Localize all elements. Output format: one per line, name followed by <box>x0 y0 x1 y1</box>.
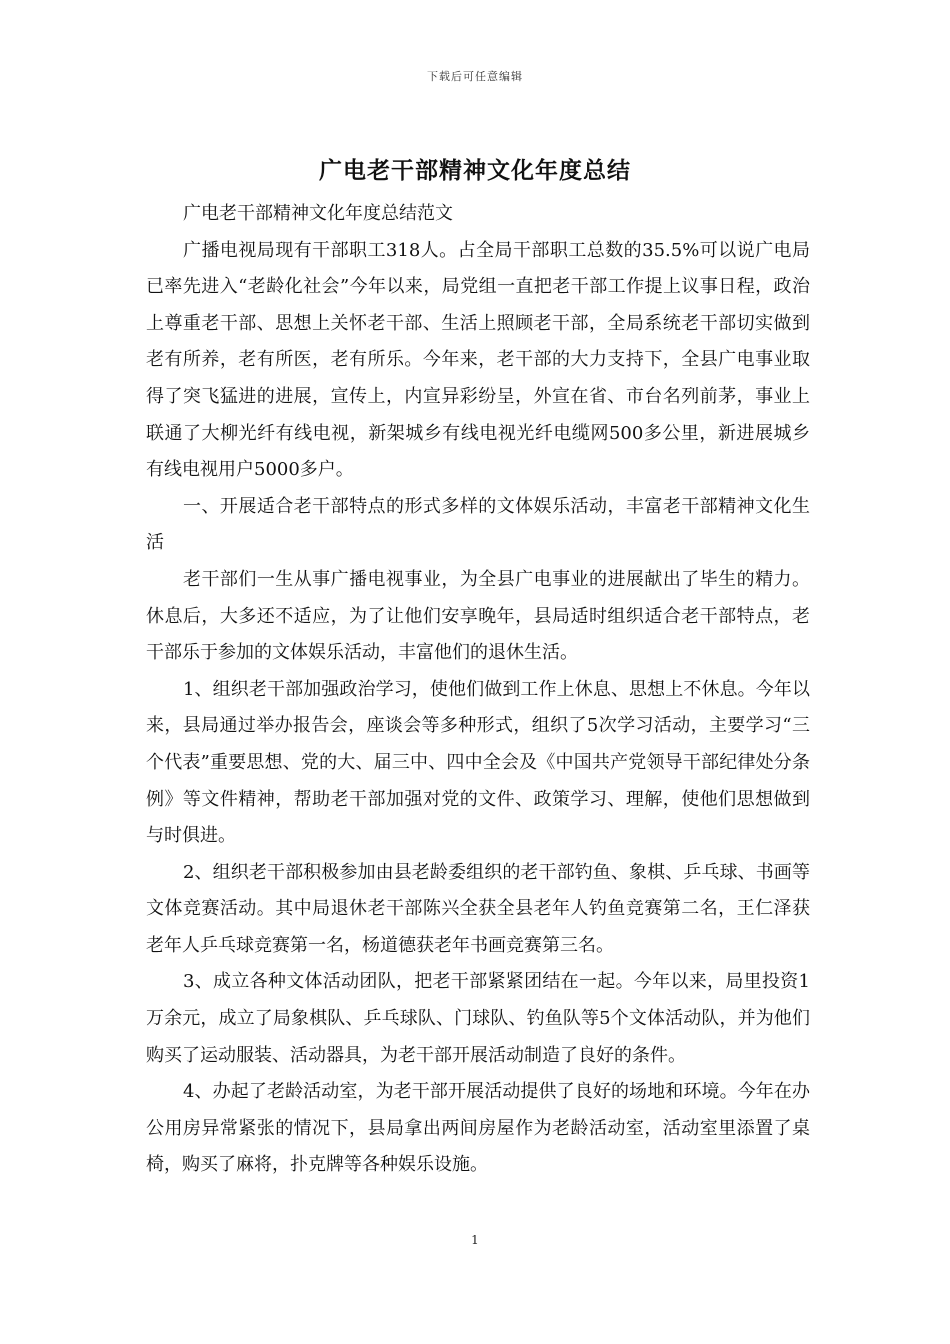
body-paragraph: 老干部们一生从事广播电视事业，为全县广电事业的进展献出了毕生的精力。休息后，大多还不适应，为了让他们安享晚年，县局适时组织适合老干部特点，老干部乐于参加的文体娱乐活动，丰富他们的退休生活。 <box>146 568 810 664</box>
section-heading-1: 一、开展适合老干部特点的形式多样的文体娱乐活动，丰富老干部精神文化生活 <box>146 495 810 554</box>
list-item-3: 3、成立各种文体活动团队，把老干部紧紧团结在一起。今年以来，局里投资1万余元，成立了局象棋队、乒乓球队、门球队、钓鱼队等5个文体活动队，并为他们购买了运动服装、活动器具，为老干部开展活动制造了良好的条件。 <box>146 971 810 1066</box>
list-item-1: 1、组织老干部加强政治学习，使他们做到工作上休息、思想上不休息。今年以来，县局通过举办报告会，座谈会等多种形式，组织了5次学习活动，主要学习“三个代表”重要思想、党的大、届三中、四中全会及《中国共产党领导干部纪律处分条例》等文件精神，帮助老干部加强对党的文件、政策学习、理解，使他们思想做到与时俱进。 <box>146 678 810 847</box>
document-body <box>146 196 810 1184</box>
page-number: 1 <box>471 1233 479 1247</box>
header-note: 下载后可任意编辑 <box>427 70 523 83</box>
document-title: 广电老干部精神文化年度总结 <box>319 158 631 184</box>
subtitle-paragraph: 广电老干部精神文化年度总结范文 <box>183 203 453 224</box>
intro-paragraph: 广播电视局现有干部职工318人。占全局干部职工总数的35.5%可以说广电局已率先进入“老龄化社会”今年以来，局党组一直把老干部工作提上议事日程，政治上尊重老干部、思想上关怀老干部、生活上照顾老干部，全局系统老干部切实做到老有所养，老有所医，老有所乐。今年来，老干部的大力支持下，全县广电事业取得了突飞猛进的进展，宣传上，内宣异彩纷呈，外宣在省、市台名列前茅，事业上联通了大柳光纤有线电视，新架城乡有线电视光纤电缆网500多公里，新进展城乡有线电视用户5000多户。 <box>146 239 810 481</box>
list-item-4: 4、办起了老龄活动室，为老干部开展活动提供了良好的场地和环境。今年在办公用房异常紧张的情况下，县局拿出两间房屋作为老龄活动室，活动室里添置了桌椅，购买了麻将，扑克牌等各种娱乐设施。 <box>146 1081 810 1176</box>
list-item-2: 2、组织老干部积极参加由县老龄委组织的老干部钓鱼、象棋、乒乓球、书画等文体竞赛活动。其中局退休老干部陈兴全获全县老年人钓鱼竞赛第二名，王仁泽获老年人乒乓球竞赛第一名，杨道德获老年书画竞赛第三名。 <box>146 861 810 956</box>
